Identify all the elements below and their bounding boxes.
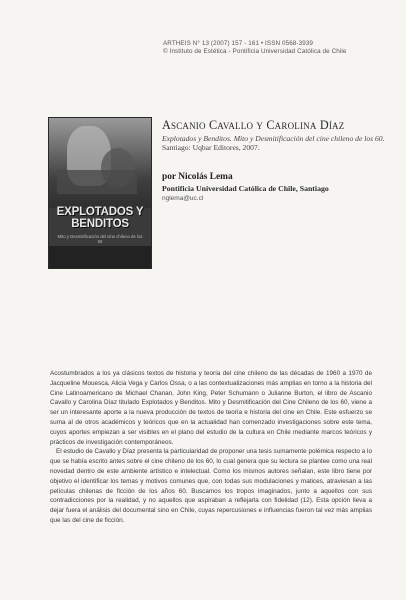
book-cover-image — [49, 118, 151, 268]
cover-bottom-band — [49, 246, 151, 268]
journal-copyright-line: © Instituto de Estética - Pontificia Universidad Católica de Chile — [163, 48, 347, 56]
book-title: Explotados y Benditos. Mito y Desmitificación del cine chileno de los 60. — [162, 134, 385, 143]
review-author: por Nicolás Lema — [162, 172, 233, 182]
body-paragraph-1: Acostumbrados a los ya clásicos textos de historia y teoría del cine chileno de las décadas de 1960 a 1970 de Jacqueline Mouesca, Alicia Vega y Carlos Ossa, o a las contextualizaciones más amplias en torno a la historia del Cine Latinoamericano de Michael Chanan, John King, Peter Schumann o Julianne Burton, el libro de Ascanio Cavallo y Carolina Díaz titulado Explotados y Benditos. Mito y Desmitificación del Cine Chileno de los 60, viene a ser un interesante aporte a la nueva producción de textos de teoría e historia del cine en Chile. Este esfuerzo se suma al de otros académicos y teóricos que en la actualidad han comenzado investigaciones sobre este tema, cuyos aportes empiezan a ser visibles en el plano del estudio de la cultura en Chile mediante marcos teóricos y prácticos de investigación contemporáneos. — [50, 370, 372, 446]
book-publisher: Santiago: Uqbar Editores, 2007. — [162, 143, 260, 153]
book-info — [162, 134, 390, 153]
author-affiliation: Pontificia Universidad Católica de Chile, Santiago — [162, 184, 329, 193]
review-body — [50, 369, 372, 526]
cover-photo — [49, 118, 151, 208]
journal-issue-line: ARTHEIS N° 13 (2007) 157 - 161 • ISSN 0568-3939 — [163, 40, 314, 47]
cover-subtitle: Mito y Desmitificación del cine chileno de los 60 — [57, 234, 143, 245]
cover-title: EXPLOTADOS Y BENDITOS — [56, 206, 144, 230]
review-heading: Ascanio Cavallo y Carolina Díaz — [162, 118, 345, 132]
body-paragraph-2: El estudio de Cavallo y Díaz presenta la particularidad de proponer una tesis sumamente polémica respecto a lo que se había escrito antes sobre el cine chileno de los 60, lo cual genera que su lectura se plantee como una real novedad dentro de este ambiente artístico e intelectual. Como los mismos autores señalan, este libro tiene por objetivo el identificar los temas y motivos comunes que, con todas sus modulaciones y matices, atraviesan a las películas chilenas de ficción de los años 60. Buscamos los tropos imaginados, junto a aquellos con sus contradicciones por la realidad, y no aquellos que aspiraban a reflejarla con fidelidad (12). Esta opción lleva a dejar fuera el análisis del documental sino en Chile, cuyas repercusiones e influencias fueron tal vez más amplias que las del cine de ficción. — [50, 448, 372, 524]
journal-citation — [163, 40, 393, 56]
author-email: nglema@uc.cl — [162, 195, 204, 202]
